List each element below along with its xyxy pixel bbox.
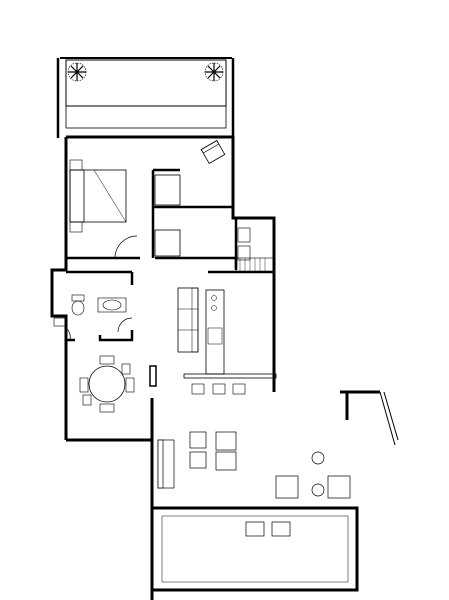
armchair-icon (201, 141, 225, 164)
dining-table-icon (80, 356, 134, 412)
sala-furniture (158, 432, 350, 498)
jardin-area (66, 60, 226, 106)
bed-icon (70, 160, 126, 232)
terraza-chairs (246, 522, 290, 536)
toilet-icon (72, 295, 84, 315)
terraza2-area (66, 106, 226, 128)
sofa-icon (178, 288, 198, 352)
header-panel (234, 52, 444, 57)
